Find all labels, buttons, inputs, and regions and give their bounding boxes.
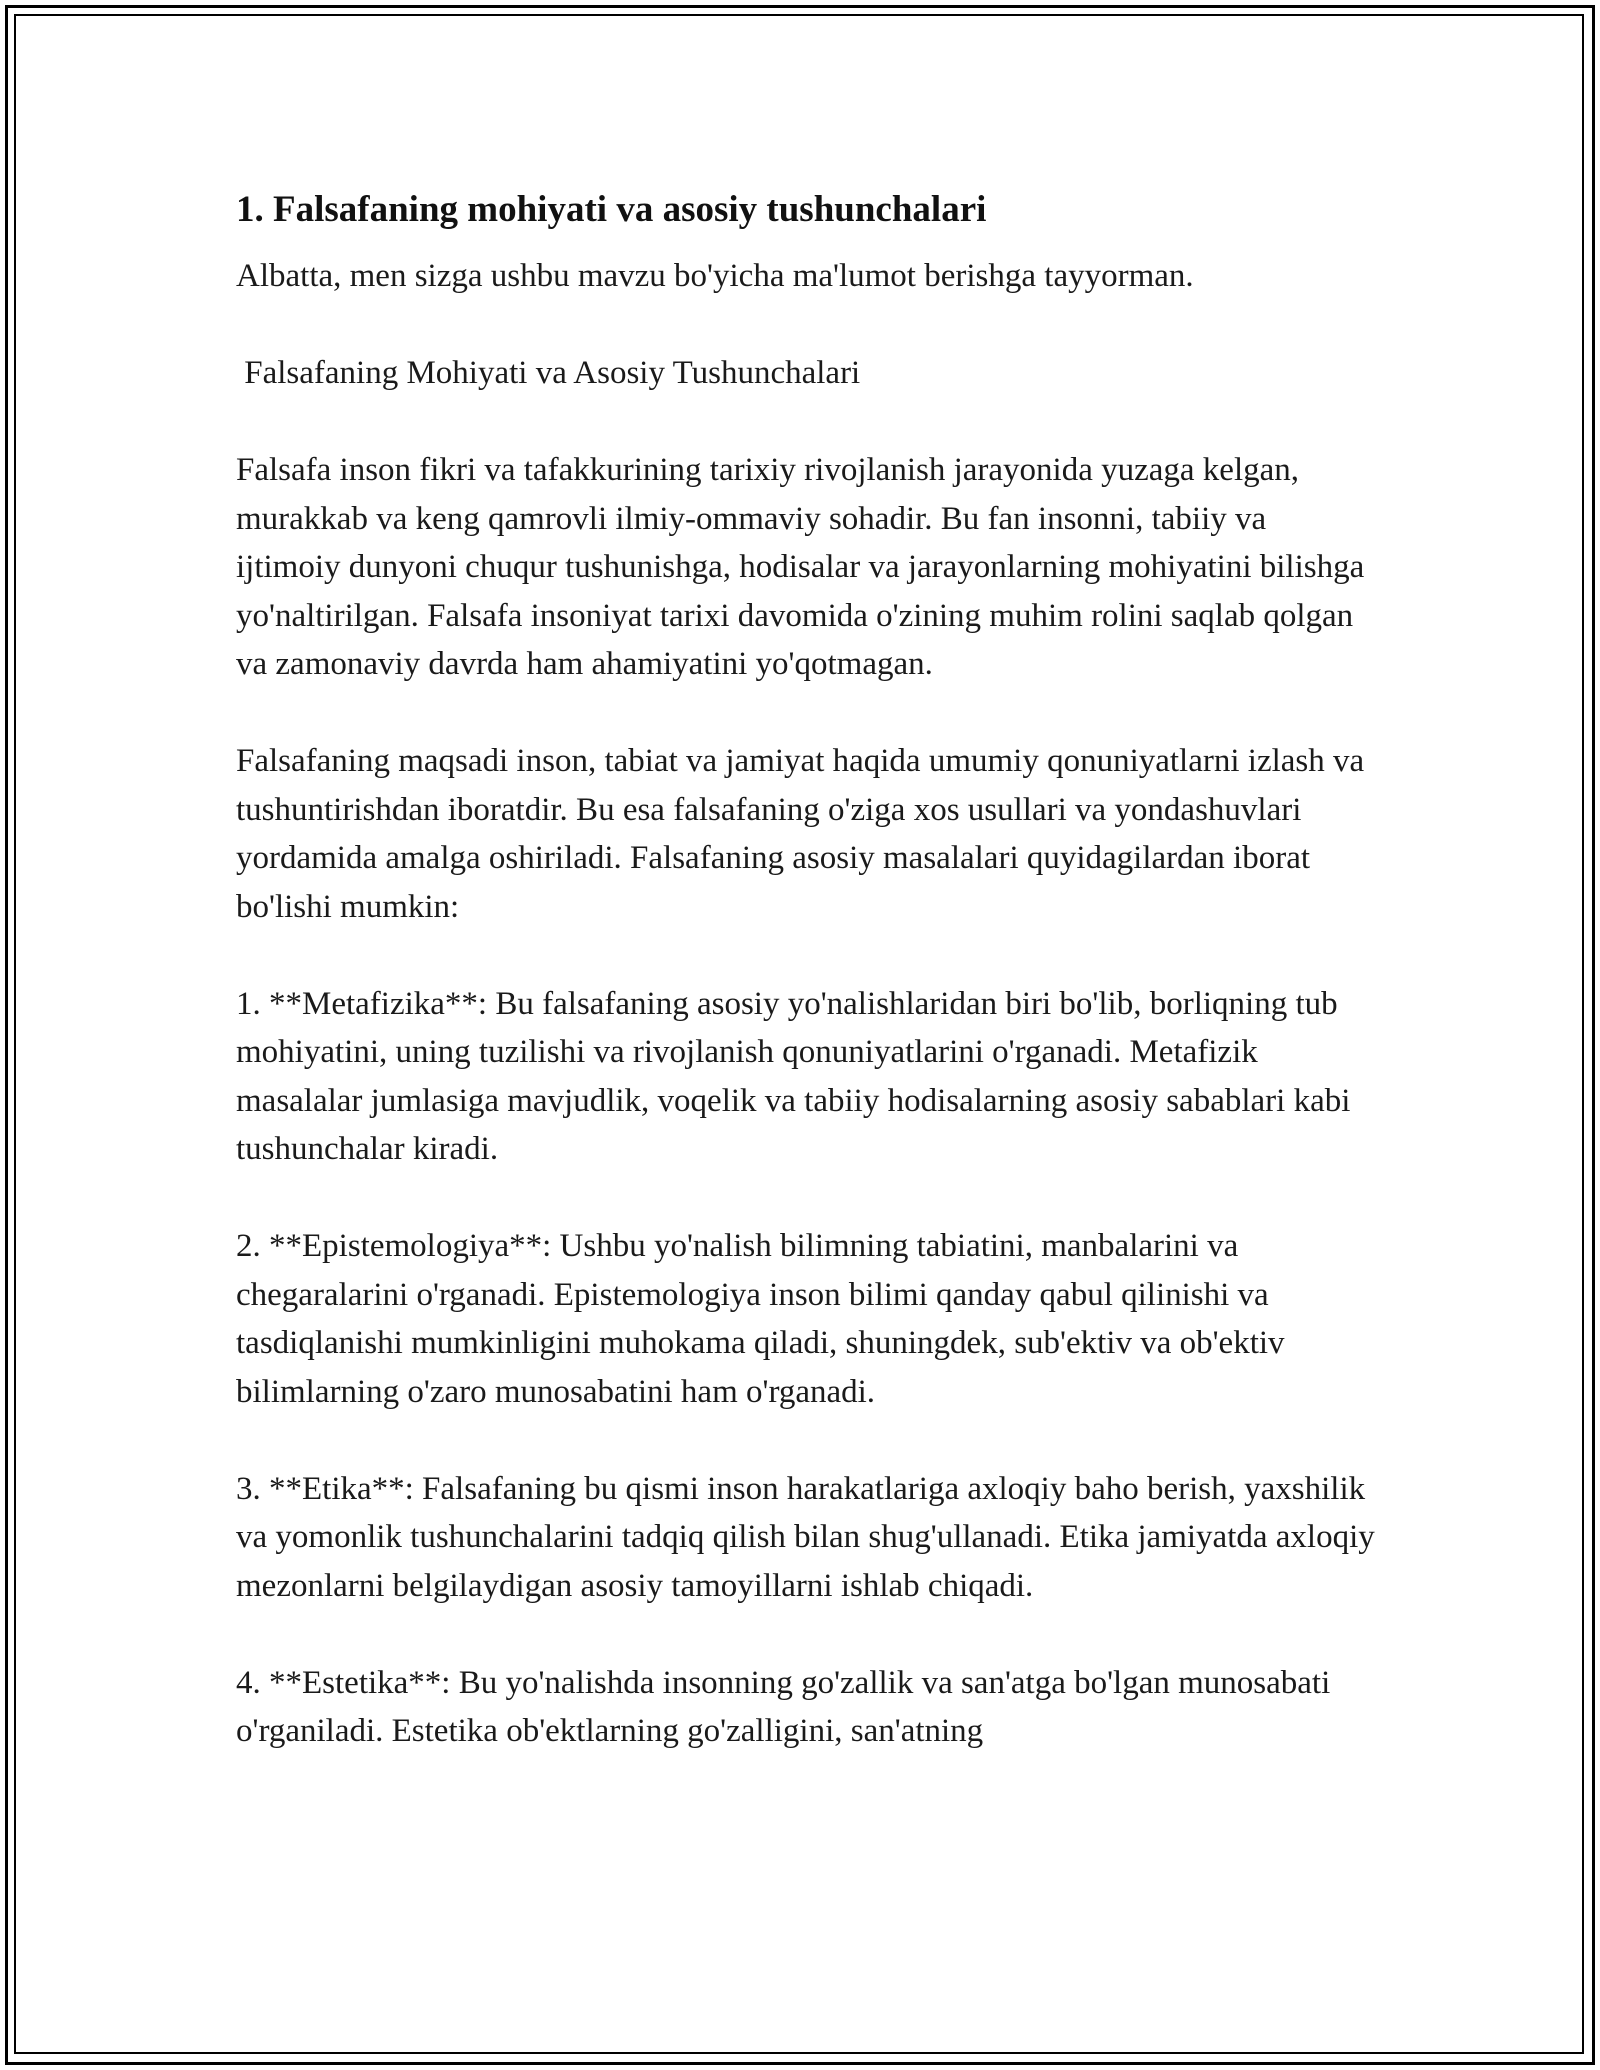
body-paragraph: Falsafa inson fikri va tafakkurining tarixiy rivojlanish jarayonida yuzaga kelgan, murakkab va keng qamrovli ilmiy-ommaviy sohadir. Bu fan insonni, tabiiy va ijtimoiy dunyoni chuqur tushunishga, hodisalar va jarayonlarning mohiyatini bilishga yo'naltirilgan. Falsafa insoniyat tarixi davomida o'zining muhim rolini saqlab qolgan va zamonaviy davrda ham ahamiyatini yo'qotmagan. — [236, 452, 1373, 682]
paragraph-gap — [236, 301, 1376, 350]
list-item-epistemologiya: 2. **Epistemologiya**: Ushbu yo'nalish bilimning tabiatini, manbalarini va chegaralarini o'rganadi. Epistemologiya inson bilimi qanday qabul qilinishi va tasdiqlanishi mumkinligini muhokama qiladi, shuningdek, sub'ektiv va ob'ektiv bilimlarning o'zaro munosabatini ham o'rganadi. — [236, 1228, 1293, 1410]
body-paragraph: Falsafaning maqsadi inson, tabiat va jamiyat haqida umumiy qonuniyatlarni izlash va tushuntirishdan iboratdir. Bu esa falsafaning o'ziga xos usullari va yondashuvlari yordamida amalga oshiriladi. Falsafaning asosiy masalalari quyidagilardan iborat bo'lishi mumkin: — [236, 743, 1373, 925]
paragraph-gap — [236, 689, 1376, 738]
paragraph-gap — [236, 1174, 1376, 1223]
document-heading: 1. Falsafaning mohiyati va asosiy tushunchalari — [236, 189, 987, 230]
list-item-estetika: 4. **Estetika**: Bu yo'nalishda insonning go'zallik va san'atga bo'lgan munosabati o'rganiladi. Estetika ob'ektlarning go'zalligini, san'atning — [236, 1664, 1339, 1749]
list-item-metafizika: 1. **Metafizika**: Bu falsafaning asosiy yo'nalishlaridan biri bo'lib, borliqning tub mohiyatini, uning tuzilishi va rivojlanish qonuniyatlarini o'rganadi. Metafizik masalalar jumlasiga mavjudlik, voqelik va tabiiy hodisalarning asosiy sabablari kabi tushunchalar kiradi. — [236, 985, 1359, 1167]
document-body — [236, 186, 1383, 1756]
subtitle-paragraph: Falsafaning Mohiyati va Asosiy Tushunchalari — [236, 355, 861, 391]
paragraph-gap — [236, 1610, 1376, 1659]
intro-paragraph: Albatta, men sizga ushbu mavzu bo'yicha ma'lumot berishga tayyorman. — [236, 258, 1194, 294]
paragraph-gap — [236, 1416, 1376, 1465]
paragraph-gap — [236, 398, 1376, 447]
paragraph-gap — [236, 931, 1376, 980]
list-item-etika: 3. **Etika**: Falsafaning bu qismi inson harakatlariga axloqiy baho berish, yaxshilik va yomonlik tushunchalarini tadqiq qilish bilan shug'ullanadi. Etika jamiyatda axloqiy mezonlarni belgilaydigan asosiy tamoyillarni ishlab chiqadi. — [236, 1470, 1383, 1604]
